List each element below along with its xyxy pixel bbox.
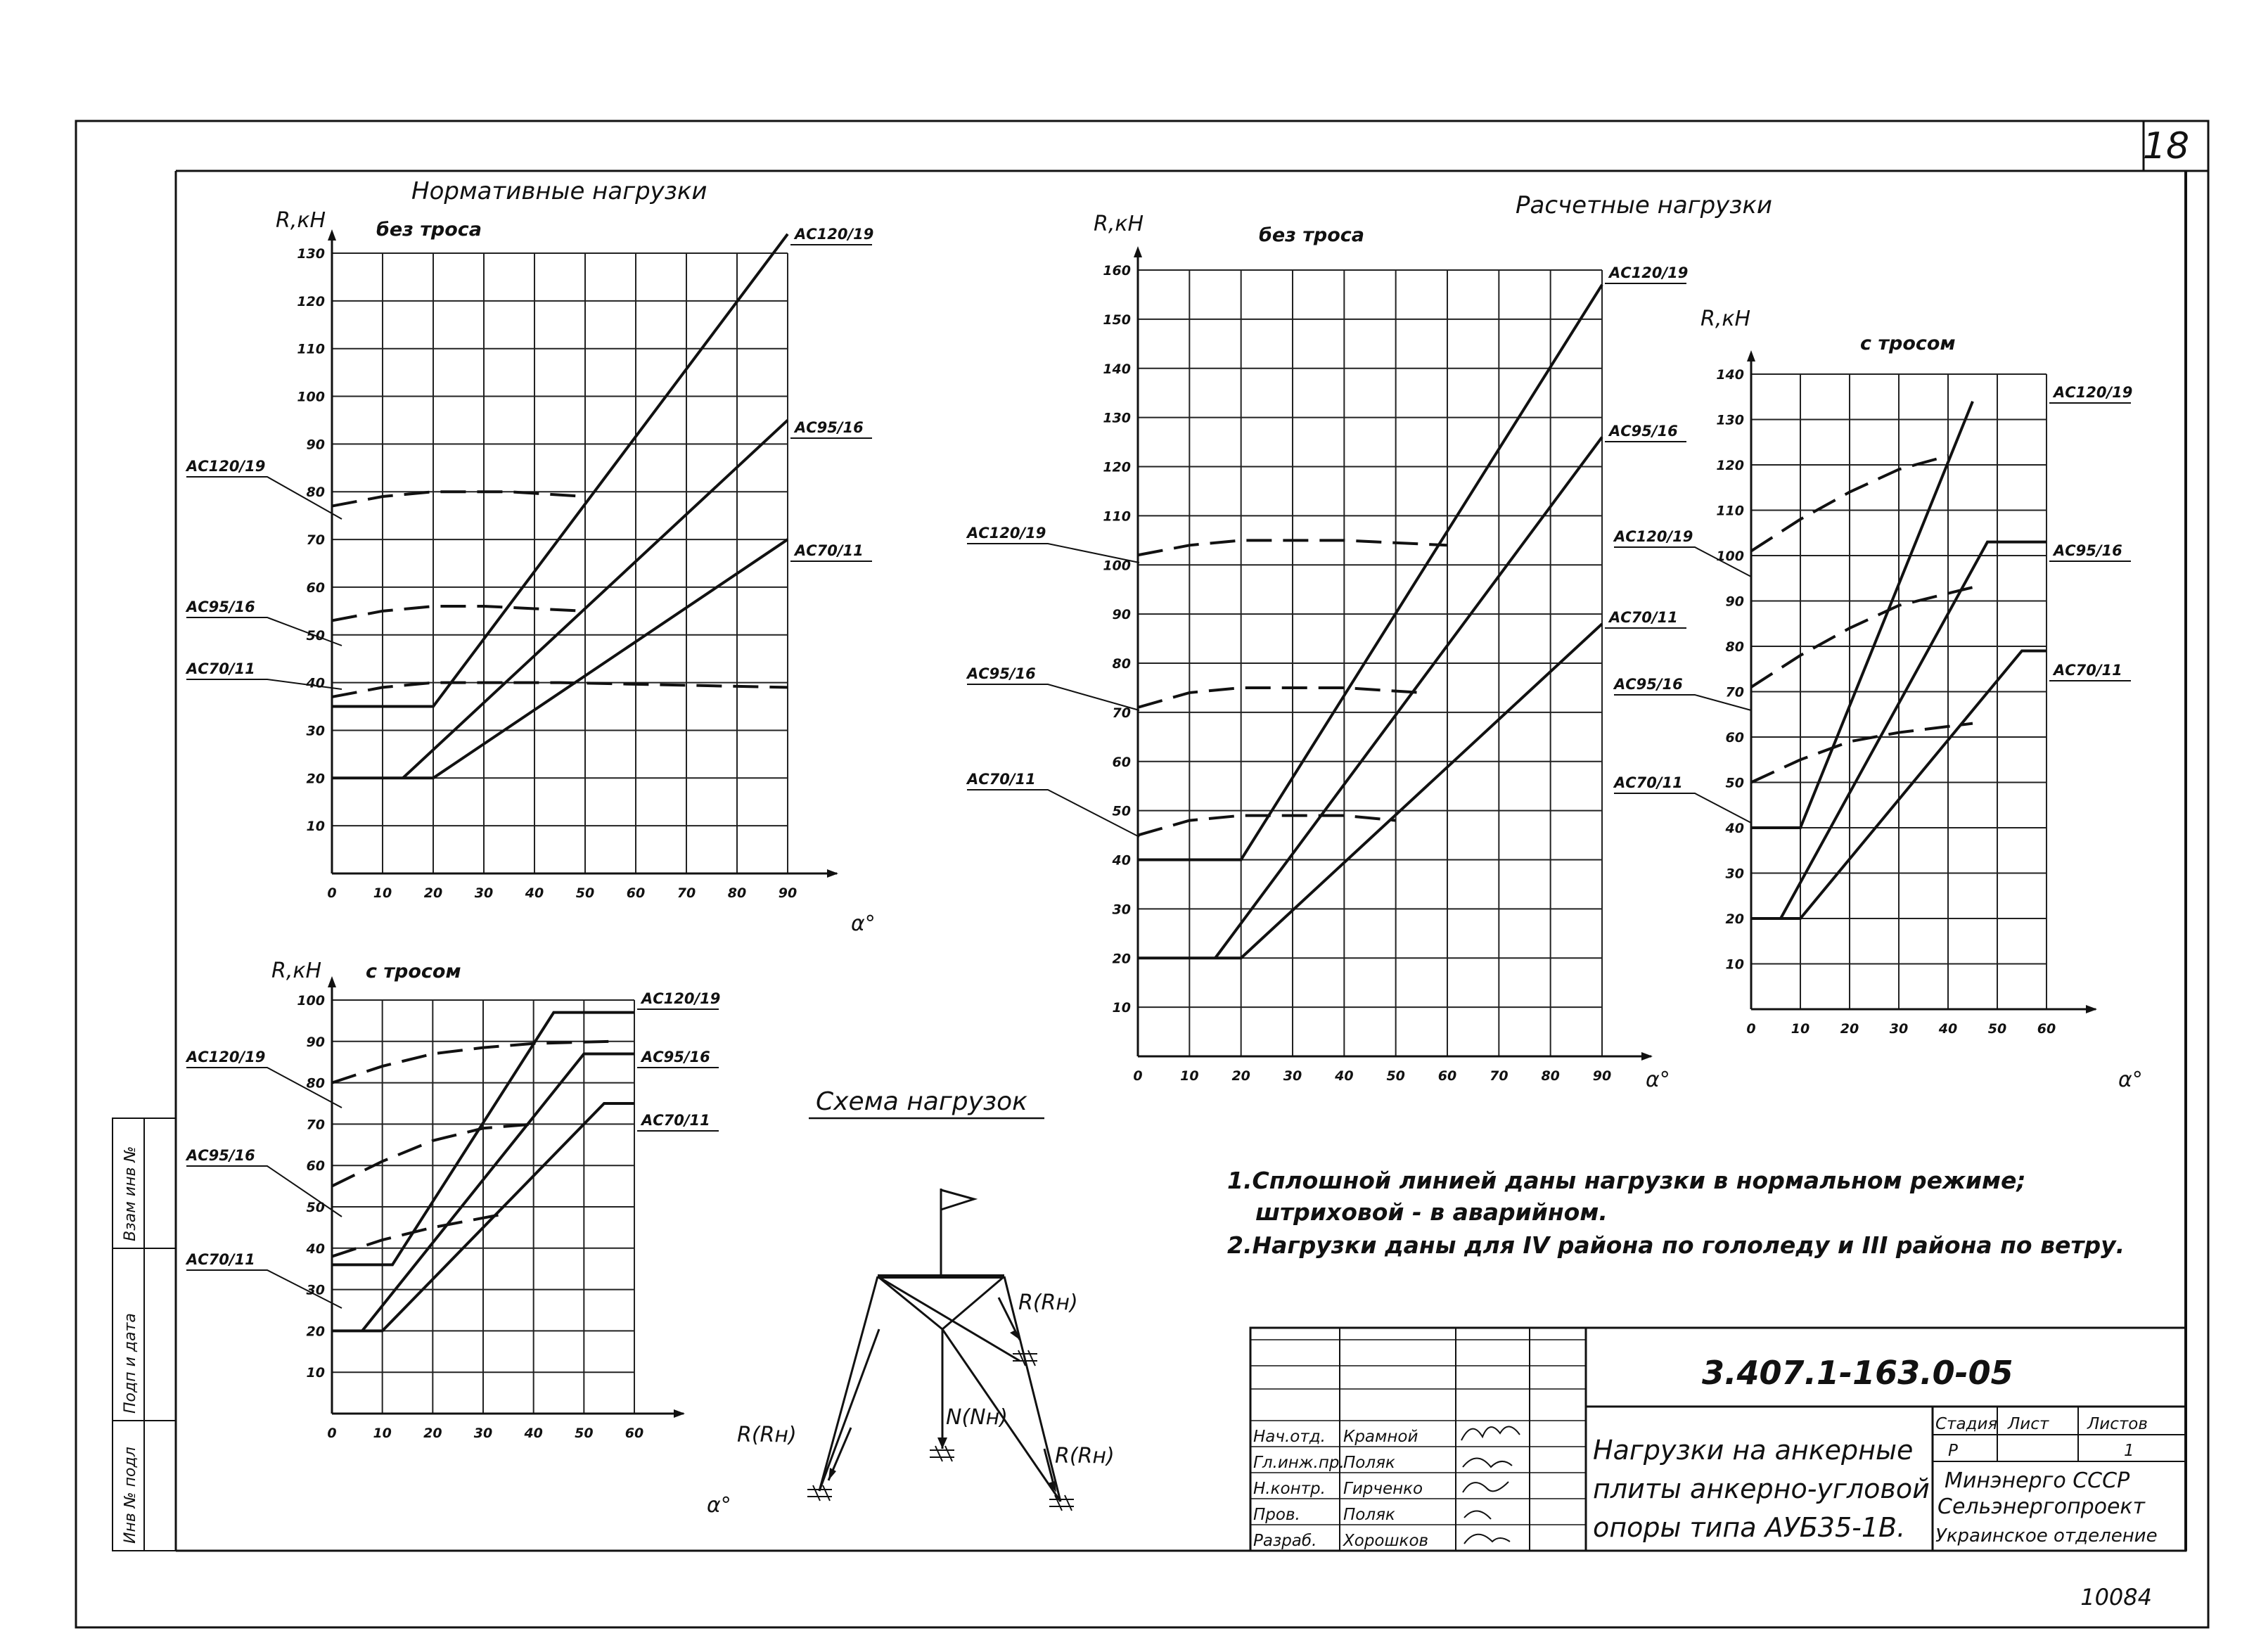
dashed-series-label: АС120/19	[1614, 528, 1693, 545]
doc-title-1: Нагрузки на анкерные	[1593, 1435, 1914, 1466]
y-tick-label: 10	[306, 819, 325, 835]
chart-calc-no-rope	[966, 191, 1772, 1092]
y-tick-label: 120	[297, 293, 325, 309]
y-tick-label: 50	[306, 627, 325, 643]
sig-name-1: Крамной	[1343, 1428, 1418, 1446]
chart-subtitle: без троса	[376, 219, 482, 241]
y-tick-label: 90	[1112, 607, 1131, 623]
y-tick-label: 30	[1725, 866, 1744, 882]
x-axis-arrow	[674, 1409, 685, 1418]
y-tick-label: 100	[297, 389, 325, 405]
sig-role-4: Пров.	[1253, 1506, 1300, 1524]
dashed-series-line	[332, 1042, 609, 1083]
y-axis-label: R,кН	[271, 959, 322, 983]
schema-label-right-top: R(Rн)	[1018, 1291, 1078, 1315]
y-tick-label: 20	[1112, 951, 1131, 967]
chart-subtitle: с тросом	[1860, 333, 1956, 354]
archive-number: 10084	[2080, 1584, 2152, 1611]
sheets-value: 1	[2124, 1442, 2134, 1460]
y-tick-label: 80	[1725, 639, 1744, 655]
y-tick-label: 90	[306, 1034, 325, 1050]
x-tick-label: 20	[423, 885, 443, 901]
dashed-series-label: АС95/16	[967, 665, 1036, 682]
y-tick-label: 30	[1112, 902, 1131, 918]
dashed-series-label: АС70/11	[186, 1251, 255, 1268]
sheet-header: Лист	[2008, 1415, 2049, 1433]
y-tick-label: 40	[306, 675, 325, 691]
y-tick-label: 70	[306, 532, 325, 549]
y-axis-arrow	[1134, 246, 1142, 257]
y-tick-label: 20	[306, 771, 325, 787]
sig-name-4: Поляк	[1343, 1506, 1395, 1524]
x-tick-label: 60	[1437, 1068, 1457, 1084]
y-tick-label: 10	[306, 1365, 325, 1381]
solid-series-label: АС95/16	[2054, 542, 2122, 559]
x-tick-label: 80	[1541, 1068, 1560, 1084]
x-axis-label: α°	[851, 911, 876, 936]
x-tick-label: 40	[524, 1426, 543, 1441]
y-tick-label: 140	[1103, 361, 1131, 377]
x-tick-label: 40	[525, 885, 544, 901]
org-line-1: Минэнерго СССР	[1945, 1468, 2130, 1493]
y-tick-label: 10	[1112, 1000, 1131, 1016]
solid-series-label: АС120/19	[1609, 264, 1689, 281]
solid-series-label: АС95/16	[795, 419, 864, 436]
side-strip	[113, 1118, 176, 1551]
x-tick-label: 60	[626, 885, 646, 901]
y-axis-label: R,кН	[1700, 307, 1751, 331]
x-tick-label: 80	[727, 885, 747, 901]
y-tick-label: 100	[297, 993, 325, 1009]
dashed-series-label: АС120/19	[186, 1049, 266, 1065]
sig-role-2: Гл.инж.пр.	[1253, 1454, 1345, 1472]
stage-value: Р	[1948, 1442, 1958, 1460]
chart-norm-rope	[185, 959, 731, 1518]
y-tick-label: 110	[1103, 508, 1131, 525]
doc-title-2: плиты анкерно-угловой	[1593, 1473, 1930, 1504]
dashed-series-line	[1138, 688, 1421, 707]
x-tick-label: 70	[1490, 1068, 1509, 1084]
doc-title-3: опоры типа АУБ35-1В.	[1593, 1512, 1906, 1543]
y-tick-label: 50	[1725, 775, 1744, 791]
dashed-label-leader	[1614, 793, 1751, 823]
y-tick-label: 90	[306, 437, 325, 453]
side-label-sign: Подп и дата	[122, 1313, 139, 1414]
x-tick-label: 50	[1987, 1021, 2007, 1037]
notes	[1227, 1167, 2125, 1259]
x-tick-label: 10	[373, 885, 392, 901]
org-line-3: Украинское отделение	[1935, 1525, 2158, 1547]
sig-name-3: Гирченко	[1343, 1480, 1423, 1498]
y-tick-label: 60	[1112, 754, 1131, 770]
stage-header: Стадия	[1935, 1415, 1998, 1433]
note-2: 2.Нагрузки даны для IV района по гололеду и III района по ветру.	[1227, 1231, 2125, 1259]
note-1b: штриховой - в аварийном.	[1255, 1198, 1608, 1226]
y-tick-label: 110	[1716, 503, 1744, 519]
sig-role-1: Нач.отд.	[1253, 1428, 1326, 1446]
x-tick-label: 0	[327, 885, 337, 901]
solid-series-line	[1781, 542, 2047, 918]
x-tick-label: 10	[1791, 1021, 1810, 1037]
y-tick-label: 60	[1725, 730, 1744, 745]
dashed-series-label: АС120/19	[967, 525, 1046, 542]
solid-series-line	[1138, 624, 1602, 958]
x-tick-label: 30	[1283, 1068, 1302, 1084]
dashed-series-line	[1751, 724, 1973, 783]
solid-series-line	[403, 420, 788, 778]
y-tick-label: 150	[1103, 312, 1131, 328]
x-tick-label: 0	[1746, 1021, 1756, 1037]
solid-series-label: АС70/11	[641, 1112, 710, 1129]
y-tick-label: 30	[306, 723, 325, 739]
dashed-series-line	[332, 683, 788, 697]
dashed-series-label: АС70/11	[967, 771, 1036, 788]
chart-calc-rope	[1613, 307, 2143, 1092]
y-tick-label: 140	[1716, 367, 1744, 383]
title-block	[1250, 1328, 2186, 1551]
x-axis-arrow	[1641, 1052, 1653, 1061]
solid-series-label: АС120/19	[641, 990, 721, 1007]
y-tick-label: 90	[1725, 594, 1744, 610]
x-tick-label: 20	[1231, 1068, 1250, 1084]
chart-title: Расчетные нагрузки	[1516, 191, 1772, 219]
schema-label-left: R(Rн)	[737, 1423, 797, 1447]
sig-role-5: Разраб.	[1253, 1532, 1317, 1550]
x-tick-label: 50	[1386, 1068, 1405, 1084]
x-axis-arrow	[2086, 1005, 2097, 1013]
y-tick-label: 50	[1112, 803, 1131, 819]
x-tick-label: 0	[327, 1426, 337, 1441]
y-axis-arrow	[328, 976, 336, 987]
sheets-header: Листов	[2087, 1415, 2148, 1433]
y-tick-label: 70	[306, 1117, 325, 1133]
y-tick-label: 80	[306, 485, 325, 501]
y-tick-label: 80	[306, 1075, 325, 1091]
solid-series-label: АС120/19	[2054, 384, 2133, 401]
dashed-series-label: АС95/16	[186, 1147, 255, 1164]
x-axis-arrow	[827, 869, 838, 878]
y-tick-label: 130	[1716, 412, 1744, 428]
x-tick-label: 30	[473, 1426, 493, 1441]
dashed-series-label: АС95/16	[186, 598, 255, 615]
y-tick-label: 70	[1725, 684, 1744, 700]
y-axis-label: R,кН	[1094, 212, 1144, 236]
sheet-number: 18	[2142, 125, 2190, 167]
sig-name-2: Поляк	[1343, 1454, 1395, 1472]
note-1: 1.Сплошной линией даны нагрузки в нормальном режиме;	[1227, 1167, 2026, 1194]
solid-series-line	[332, 539, 788, 778]
y-tick-label: 20	[306, 1324, 325, 1340]
y-tick-label: 80	[1112, 656, 1131, 672]
x-tick-label: 40	[1335, 1068, 1354, 1084]
side-label-replace: Взам инв №	[122, 1146, 139, 1241]
y-tick-label: 160	[1103, 263, 1131, 278]
x-tick-label: 90	[1592, 1068, 1612, 1084]
y-tick-label: 60	[306, 580, 325, 596]
dashed-series-label: АС70/11	[1614, 774, 1683, 791]
solid-series-label: АС70/11	[2054, 662, 2122, 679]
x-axis-label: α°	[2118, 1068, 2143, 1092]
x-tick-label: 30	[1889, 1021, 1909, 1037]
schema-label-center: N(Nн)	[946, 1405, 1008, 1430]
x-tick-label: 10	[1180, 1068, 1199, 1084]
solid-series-label: АС70/11	[1609, 609, 1678, 626]
y-tick-label: 20	[1725, 911, 1744, 927]
y-tick-label: 120	[1716, 458, 1744, 473]
y-axis-arrow	[1747, 350, 1755, 361]
chart-title: Нормативные нагрузки	[411, 177, 707, 205]
chart-norm-no-rope	[185, 177, 876, 936]
y-tick-label: 50	[306, 1200, 325, 1215]
y-tick-label: 70	[1112, 705, 1131, 721]
solid-series-label: АС120/19	[795, 226, 874, 243]
y-tick-label: 40	[1725, 821, 1744, 836]
x-tick-label: 50	[575, 1426, 594, 1441]
x-tick-label: 40	[1938, 1021, 1958, 1037]
y-tick-label: 120	[1103, 459, 1131, 475]
org-line-2: Сельэнергопроект	[1937, 1494, 2146, 1519]
doc-code: 3.407.1-163.0-05	[1702, 1354, 2013, 1392]
y-tick-label: 100	[1716, 549, 1744, 564]
y-tick-label: 130	[1103, 410, 1131, 426]
x-tick-label: 20	[423, 1426, 442, 1441]
dashed-series-label: АС95/16	[1614, 676, 1683, 693]
x-tick-label: 0	[1133, 1068, 1143, 1084]
x-tick-label: 60	[625, 1426, 644, 1441]
y-tick-label: 40	[1112, 852, 1131, 869]
dashed-series-label: АС120/19	[186, 458, 266, 475]
solid-series-line	[332, 234, 788, 707]
y-tick-label: 100	[1103, 558, 1131, 574]
x-tick-label: 90	[778, 885, 798, 901]
schema-label-right: R(Rн)	[1055, 1444, 1115, 1468]
x-axis-label: α°	[707, 1493, 731, 1518]
x-tick-label: 70	[677, 885, 696, 901]
schema-title: Схема нагрузок	[816, 1087, 1027, 1116]
x-axis-label: α°	[1646, 1068, 1670, 1092]
solid-series-line	[1138, 285, 1602, 860]
side-label-inv: Инв № подл	[122, 1447, 139, 1544]
dashed-series-label: АС70/11	[186, 660, 255, 677]
y-axis-label: R,кН	[276, 208, 326, 233]
chart-subtitle: без троса	[1259, 224, 1365, 246]
sig-role-3: Н.контр.	[1253, 1480, 1326, 1498]
y-tick-label: 10	[1725, 956, 1744, 973]
y-tick-label: 40	[306, 1241, 325, 1257]
x-tick-label: 30	[474, 885, 494, 901]
y-tick-label: 130	[297, 246, 325, 262]
x-tick-label: 10	[373, 1426, 392, 1441]
y-tick-label: 110	[297, 341, 325, 357]
dashed-series-line	[332, 492, 585, 506]
chart-subtitle: с тросом	[366, 961, 461, 982]
y-tick-label: 30	[306, 1282, 325, 1298]
solid-series-label: АС70/11	[795, 542, 864, 559]
solid-series-label: АС95/16	[1609, 423, 1678, 440]
x-tick-label: 50	[575, 885, 595, 901]
y-axis-arrow	[328, 229, 336, 241]
dashed-series-line	[332, 606, 585, 620]
x-tick-label: 20	[1840, 1021, 1859, 1037]
signature-scribbles	[1461, 1426, 1520, 1544]
x-tick-label: 60	[2037, 1021, 2056, 1037]
load-schema	[737, 1087, 1115, 1511]
y-tick-label: 60	[306, 1158, 325, 1174]
solid-series-label: АС95/16	[641, 1049, 710, 1065]
sig-name-5: Хорошков	[1343, 1532, 1429, 1550]
